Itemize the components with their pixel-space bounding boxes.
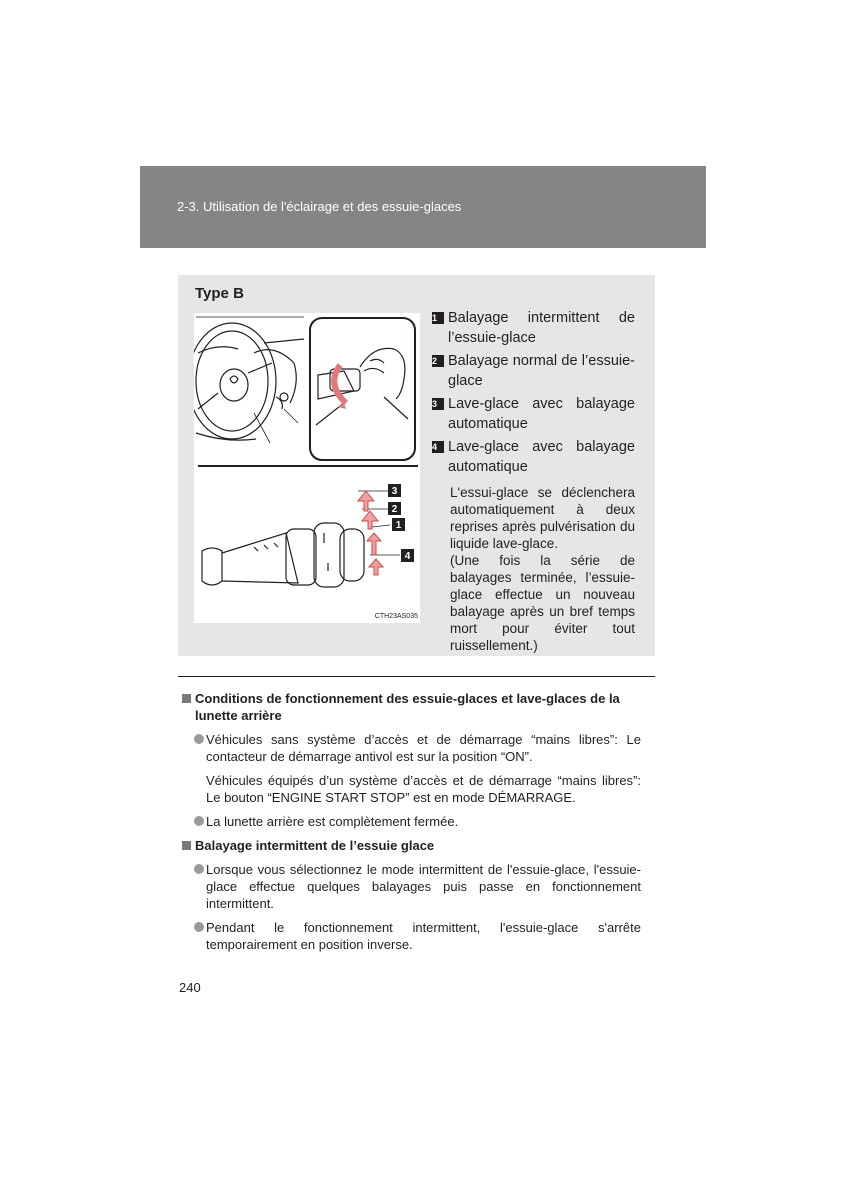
callout-badge-3: [388, 484, 401, 497]
svg-text:3: 3: [391, 486, 398, 497]
illustration-drawing: [194, 313, 420, 623]
section-heading: [180, 690, 650, 724]
number-badge: 4: [432, 441, 444, 453]
main-content: [180, 690, 650, 960]
square-marker-icon: [182, 694, 191, 703]
bullet-item: [180, 813, 650, 830]
section-divider: [178, 676, 655, 677]
bullet-item: [180, 861, 650, 912]
note-line-1: L'essui-glace se déclenchera automatiquement à deux reprises après pulvérisation du liquide lave-glace.: [450, 485, 635, 551]
legend-note: [450, 484, 635, 654]
bullet-text: La lunette arrière est complètement fermée.: [206, 814, 459, 829]
bullet-dot-icon: [194, 816, 204, 826]
steering-wheel-outline: [194, 323, 276, 439]
svg-text:1: 1: [395, 520, 402, 531]
legend-text: Balayage normal de l’essuie-glace: [448, 353, 635, 389]
number-badge: 3: [432, 398, 444, 410]
square-marker-icon: [182, 841, 191, 850]
page-number: 240: [179, 980, 201, 995]
callout-badge-2: [388, 502, 401, 515]
bullet-item: [180, 731, 650, 765]
sub-paragraph: Véhicules équipés d’un système d’accès et de démarrage “mains libres”: Le bouton “ENGINE START STOP” est en mode DÉMARRAGE.: [206, 773, 641, 805]
svg-text:4: 4: [404, 551, 411, 562]
legend-item: [432, 437, 635, 477]
legend-text: Balayage intermittent de l’essuie-glace: [448, 310, 635, 346]
legend-item: [432, 308, 635, 348]
legend-text: Lave-glace avec balayage automatique: [448, 396, 635, 432]
legend-list: [432, 308, 635, 480]
note-line-2: (Une fois la série de balayages terminée, l’essuie-glace effectue un nouveau balayage après un bref temps mort pour éviter tout ruissellement.): [450, 553, 635, 653]
figure-title: Type B: [195, 285, 244, 302]
svg-text:2: 2: [391, 504, 398, 515]
legend-item: [432, 394, 635, 434]
figure-panel: [178, 275, 655, 656]
bullet-text: Lorsque vous sélectionnez le mode intermittent de l'essuie-glace, l'essuie-glace effectue quelques balayages puis passe en fonctionnement intermittent.: [206, 862, 641, 911]
stalk-ring: [286, 529, 316, 585]
number-badge: 2: [432, 355, 444, 367]
bullet-text: Véhicules sans système d’accès et de démarrage “mains libres”: Le contacteur de démarrage antivol est sur la position “ON”.: [206, 732, 641, 764]
bullet-dot-icon: [194, 922, 204, 932]
callout-badge-4: [401, 549, 414, 562]
legend-text: Lave-glace avec balayage automatique: [448, 439, 635, 475]
bullet-item: [180, 919, 650, 953]
image-code: CTH23AS035: [374, 613, 418, 620]
section-heading: [180, 837, 650, 854]
wiper-switch-illustration: [194, 313, 420, 623]
bullet-text: Pendant le fonctionnement intermittent, l'essuie-glace s'arrête temporairement en position inverse.: [206, 920, 641, 952]
bullet-dot-icon: [194, 734, 204, 744]
bullet-dot-icon: [194, 864, 204, 874]
chapter-title: 2-3. Utilisation de l'éclairage et des essuie-glaces: [177, 199, 462, 214]
number-badge: 1: [432, 312, 444, 324]
section-heading-text: Balayage intermittent de l’essuie glace: [195, 838, 435, 853]
callout-badge-1: [392, 518, 405, 531]
legend-item: [432, 351, 635, 391]
section-heading-text: Conditions de fonctionnement des essuie-glaces et lave-glaces de la lunette arrière: [195, 691, 620, 723]
chapter-header: [140, 166, 706, 248]
